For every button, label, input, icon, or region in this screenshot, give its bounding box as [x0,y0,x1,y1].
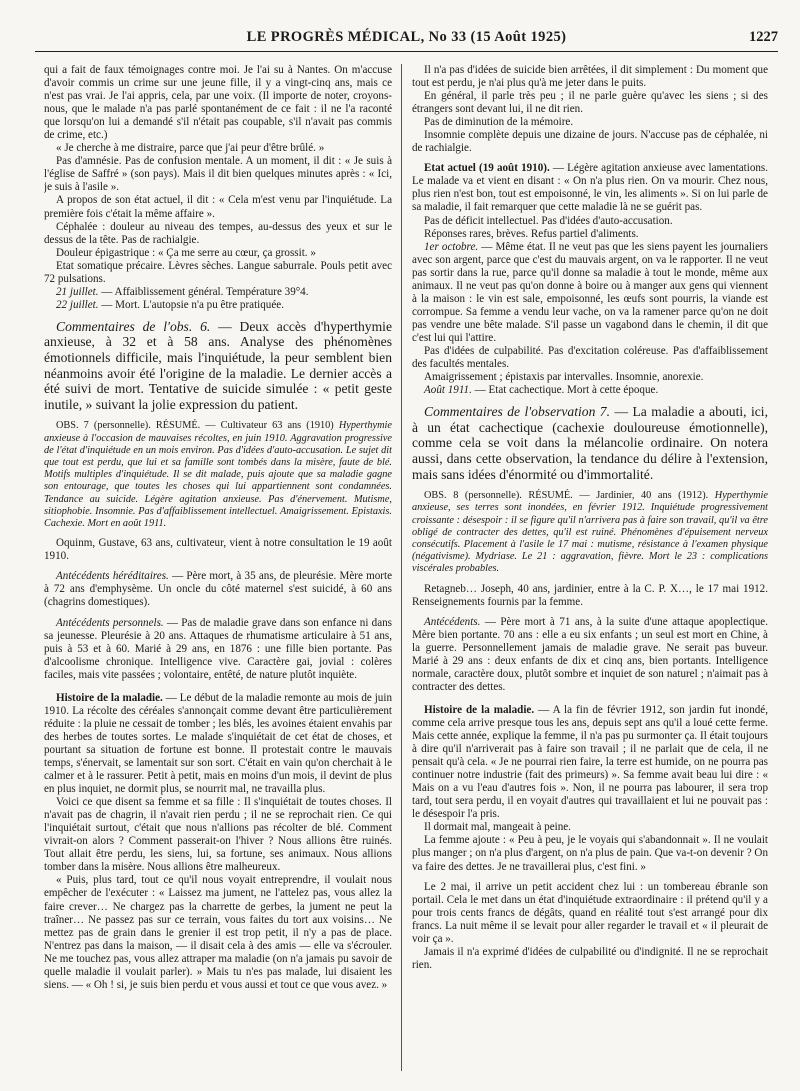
paragraph [412,241,768,345]
paragraph: Jamais il n'a exprimé d'idées de culpabilité ou d'indignité. Il ne se reprochait rien. [412,945,768,971]
paragraph [44,299,392,312]
paragraph-text: — Le début de la maladie remonte au mois de juin 1910. La récolte des céréales s'annonçait comme devant être particulièrement réduite : la pluie ne cessait de tomber ; les blés, les avoines étaient envahis par des herbes de toutes sortes. Le malade s'inquiétait de cet état de choses, et pourtant sa situation de fortune est bonne. Il protestait contre le mauvais temps, s'énervait, se lamentait sur son sort. C'était en vain qu'on cherchait à le calmer et à le rassurer. Petit à petit, mais en moins d'un mois, il devint de plus en plus inquiet, ne dormit plus, se nourrit mal, ne travailla plus. [44,691,392,796]
page-number: 1227 [749,29,778,45]
date-label: 21 juillet. [56,285,99,298]
paragraph: La femme ajoute : « Peu à peu, je le voyais qui s'abandonnait ». Il ne voulait plus manger ; on n'a plus d'argent, on n'a plus de pain. Que va-t-on devenir ? On va faire des dettes. Je ne travaillerai plus, c'est fini. » [412,834,768,873]
paragraph: Voici ce que disent sa femme et sa fille : Il s'inquiétait de toutes choses. Il n'avait pas de chagrin, il n'avait rien perdu ; il ne se reprochait rien. Ce qui l'inquiétait surtout, c'était que nous n'allions pas récolter de blé. Comment vivrait-on alors ? Comment passerait-on l'hiver ? Nous allions être ruinés. Tout allait être perdu, les siens, lui, sa fortune, ses animaux. Nous allions tomber dans la misère. Nous allions être malheureux. [44,796,392,874]
paragraph [44,286,392,299]
paragraph: qui a fait de faux témoignages contre moi. Je l'ai su à Nantes. On m'accuse d'avoir commis un crime sur une jeune fille, il y a vingt-cinq ans, mais ce n'est pas vrai. Je l'ai appris, cela, par une voix. (Il importe de noter, croyons-nous, que le malade n'a pas parlé spontanément de ce fait : il ne l'a raconté que lorsqu'on lui a demandé s'il n'était pas coupable, s'il n'avait pas commis de crime, etc.) [44,64,392,142]
observation-text: Hyperthymie anxieuse, ses terres sont inondées, en février 1912. Inquiétude progressivement croissante : désespoir : il se figure qu'il n'arrivera pas à faire son travail, qu'il va être obligé de contracter des dettes, qu'il est ruiné. Phénomènes d'épuisement nerveux consécutifs. Placement à l'asile le 17 mai : mutisme, résistance à l'examen physique (négativisme). Mydriase. Le 21 : aggravation, fièvre. Mort le 23 : complications viscérales probables. [412,490,768,575]
commentary-obs-7 [412,404,768,482]
journal-title: LE PROGRÈS MÉDICAL, No 33 (15 Août 1925) [246,29,567,45]
column-divider [401,64,402,1071]
paragraph: Retagneb… Joseph, 40 ans, jardinier, entre à la C. P. X…, le 17 mai 1912. Renseignements fournis par la femme. [412,582,768,608]
paragraph-text: — Affaiblissement général. Température 39°4. [98,285,309,298]
section-heading: Histoire de la maladie. [424,703,535,716]
paragraph: Céphalée : douleur au niveau des tempes, au-dessus des yeux et sur le dessus de la tête. Pas de rachialgie. [44,220,392,246]
paragraph-text: — Mort. L'autopsie n'a pu être pratiquée. [98,298,284,311]
section-heading: Histoire de la maladie. [56,691,163,704]
paragraph: Pas d'idées de culpabilité. Pas d'excitation coléreuse. Pas d'affaiblissement des facultés mentales. [412,344,768,371]
commentary-label: Commentaires de l'observation 7. [424,404,610,420]
paragraph [412,704,768,821]
section-label: Antécédents personnels. [56,616,164,629]
commentary-text: — La maladie a abouti, ici, à un état cachectique (cachexie douloureuse émotionnelle), comme cela se voit dans la mélancolie ordinaire. On notera aussi, dans cette observation, la tendance du délire à l'extension, mais sans idées d'énormité ou d'immortalité. [412,404,768,482]
paragraph [412,616,768,694]
observation-heading: OBS. 7 (personnelle). RÉSUMÉ. — Cultivateur 63 ans (1910) [56,420,334,432]
paragraph: Pas d'amnésie. Pas de confusion mentale. A un moment, il dit : « Je suis à l'église de Saffré » (son pays). Mais il dit bien quelques minutes après : « Ici, je suis à l'asile ». [44,155,392,194]
observation-8-summary [412,490,768,575]
right-column [412,64,768,1077]
commentary-label: Commentaires de l'obs. 6. [56,318,211,334]
paragraph: Pas de déficit intellectuel. Pas d'idées d'auto-accusation. [424,214,673,227]
paragraph: Douleur épigastrique : « Ça me serre au cœur, ça grossit. » [56,246,316,259]
date-label: Août 1911. [424,384,472,397]
paragraph: Le 2 mai, il arrive un petit accident chez lui : un tombereau ébranle son portail. Cela le met dans un état d'inquiétude extraordinaire : il prétend qu'il y a pour trois cents francs de dégâts, quand en réalité tout s'est arrangé pour dix francs. La nuit même il se levait pour aller regarder le travail et « il pleurait de voir ça ». [412,880,768,945]
paragraph-text: — Père mort à 71 ans, à la suite d'une attaque apoplectique. Mère bien portante. 70 ans : elle a eu six enfants ; un seul est mort en Chine, à la guerre. Personnellement jamais de maladie grave. Ne serait pas buveur. Marié à 29 ans : deux enfants de dix et cinq ans, bien portants. Intelligence normale, caractère doux, plutôt sombre et inquiet de son naturel ; n'aimait pas à contracter des dettes. [412,615,768,693]
paragraph: En général, il parle très peu ; il ne parle guère qu'avec les siens ; si des étrangers sont devant lui, il ne dit rien. [412,90,768,116]
paragraph-text: — Pas de maladie grave dans son enfance ni dans sa jeunesse. Pleurésie à 20 ans. Attaques de rhumatisme articulaire à 51 ans, puis à 53 et à 60. Marié à 29 ans, en 1876 : une fille bien portante. Pas d'alcoolisme chronique. Intelligence vive. Caractère gai, jovial : colères faciles, mais vite passées ; volontaire, entêté, de nature plutôt inquiète. [44,616,392,681]
observation-heading: OBS. 8 (personnelle). RÉSUMÉ. — Jardinier, 40 ans (1912). [424,490,709,502]
paragraph: Réponses rares, brèves. Refus partiel d'aliments. [424,227,639,240]
commentary-obs-6 [44,319,392,413]
left-column [44,64,392,1077]
section-label: Antécédents héréditaires. [56,570,169,583]
paragraph: Il dormait mal, mangeait à peine. [424,821,571,834]
paragraph [44,570,392,609]
paragraph-text: — Etat cachectique. Mort à cette époque. [471,384,659,397]
paragraph: Insomnie complète depuis une dizaine de jours. N'accuse pas de céphalée, ni de rachialgie. [412,129,768,155]
section-label: Antécédents. [424,615,481,628]
paragraph: Amaigrissement ; épistaxis par intervalles. Insomnie, anorexie. [424,371,704,384]
paragraph-text: — Légère agitation anxieuse avec lamentations. Le malade va et vient en disant : « On n'a plus rien. On va mourir. Chez nous, plus rien n'est bon, tout est empoisonné, le vin, les aliments ». Si on lui parle de sa maladie, il fait remarquer que cette maladie là ne se guérit pas. [412,162,768,214]
paragraph: Pas de diminution de la mémoire. [424,116,574,129]
paragraph-text: — A la fin de février 1912, son jardin fut inondé, comme cela arrive presque tous les ans, depuis sept ans qu'il a loué cette ferme. Mais cette année, explique la femme, il n'a pas pu surmonter ça. Il était toujours à dire qu'il n'arriverait pas à faire son travail ; il ne parlait que de cela, il ne pensait qu'à cela. « Je ne pourrai rien faire, la terre est humide, on ne pourra pas continuer notre industrie (fait des primeurs) ». Sa femme avait beau lui dire : « Mais on a vu l'eau d'autres fois ». Non, il ne pourra pas labourer, il sera trop tard, tout sera perdu, il en voyait d'autres qui travaillaient et lui ne pouvait pas : le désespoir l'a pris. [412,703,768,821]
section-heading: Etat actuel (19 août 1910). [424,162,550,175]
observation-text: Hyperthymie anxieuse à l'occasion de mauvaises récoltes, en juin 1910. Aggravation progressive de l'état d'inquiétude en un mois environ. Pas d'idées d'auto-accusation. Le sujet dit que tout est perdu, que lui et sa famille sont tombés dans la misère, faute de blé. Motifs multiples d'inquiétude. Il se dit malade, puis ajoute que sa maladie gagne son entourage, que toutes les choses qui lui appartiennent sont condamnées. Tendance au suicide. Légère agitation anxieuse. Pas d'énervement. Mutisme, sitiophobie. Insomnie. Pas d'affaiblissement intellectuel. Amaigrissement. Epistaxis. Cachexie. Mort en août 1911. [44,420,392,530]
paragraph: Oquinm, Gustave, 63 ans, cultivateur, vient à notre consultation le 19 août 1910. [44,537,392,563]
paragraph: Il n'a pas d'idées de suicide bien arrêtées, il dit simplement : Du moment que tout est perdu, je n'ai plus qu'à me jeter dans le puits. [412,64,768,90]
paragraph-text: — Même état. Il ne veut pas que les siens payent les journaliers avec son argent, parce que c'est du mauvais argent, on va le rapporter. Il ne veut pas sortir dans la rue, parce qu'il donne sa maladie à tout le monde, même aux animaux. Il ne veut pas qu'on donne à boire ou à manger aux gens qui viennent à la maison : le vin est sale, empoisonné, les œufs sont pourris, la viande est corrompue. Sa femme a vendu leur vache, on va la ramener parce qu'on ne doit pas vendre une bête malade. S'il passe un vagabond dans le chemin, il dit que c'est lui qui l'attire. [412,240,768,344]
commentary-text: — Deux accès d'hyperthymie anxieuse, à 32 et à 58 ans. Analyse des phénomènes émotionnels difficile, mais l'inquiétude, la peur semblent bien néanmoins avoir été l'origine de la maladie. Le dernier accès a été suivi de mort. Tentative de suicide simulée : « petit geste inutile, » suivant la jolie expression du patient. [44,318,392,412]
paragraph [412,162,768,214]
paragraph: « Puis, plus tard, tout ce qu'il nous voyait entreprendre, il voulait nous empêcher de l'exécuter : « Laissez ma jument, ne l'attelez pas, vous allez la faire crever… Ne chargez pas la charrette de gerbes, la jument ne peut la traîner… Ne passez pas sur ce terrain, vous faites du tort aux voisins… Ne mettez pas de grain dans le grenier il est trop petit, il n'y a pas de place. N'entrez pas dans la maison, — il disait cela à des amis — elle va s'écrouler. Ne me touchez pas, vous allez attraper ma maladie (on n'a jamais pu savoir de quelle maladie il voulait parler). » Mais tu n'es pas malade, lui disaient les siens. — « Oh ! si, je suis bien perdu et vous aussi et tout ce que vous avez. » [44,874,392,991]
paragraph: « Je cherche à me distraire, parce que j'ai peur d'être brûlé. » [56,142,325,155]
paragraph: Etat somatique précaire. Lèvres sèches. Langue saburrale. Pouls petit avec 72 pulsations. [44,259,392,285]
date-label: 22 juillet. [56,298,99,311]
paragraph [412,384,768,397]
observation-7-summary [44,420,392,530]
running-header [35,29,778,52]
paragraph [44,692,392,796]
paragraph [44,617,392,682]
paragraph: A propos de son état actuel, il dit : « Cela m'est venu par l'inquiétude. La première fois c'était la même affaire ». [44,194,392,220]
paragraph-text: — Père mort, à 35 ans, de pleurésie. Mère morte à 72 ans d'emphysème. Un oncle du côté maternel s'est suicidé, à 60 ans (chagrins domestiques). [44,570,392,609]
date-label: 1er octobre. [424,240,479,253]
